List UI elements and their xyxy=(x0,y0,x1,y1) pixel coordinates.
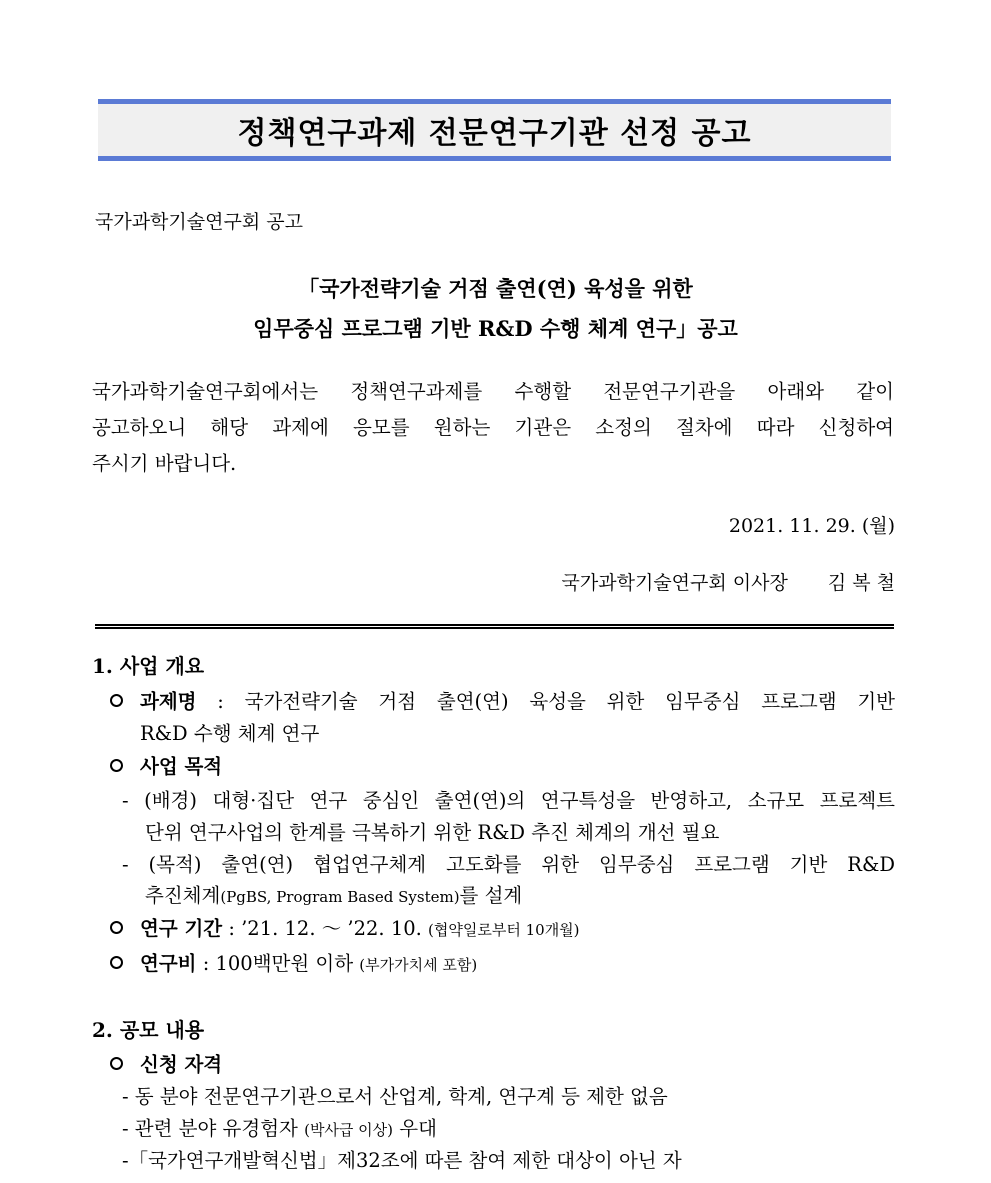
eligibility-item: - 동 분야 전문연구기관으로서 산업계, 학계, 연구계 등 제한 없음 xyxy=(122,1085,668,1108)
eligibility-item xyxy=(122,1113,437,1141)
period-note: (협약일로부터 10개월) xyxy=(428,921,580,939)
signatory xyxy=(95,568,895,595)
eligibility-label: 신청 자격 xyxy=(140,1053,223,1076)
title-banner xyxy=(98,99,891,161)
circle-bullet-icon xyxy=(110,759,123,772)
circle-bullet-icon xyxy=(110,1057,123,1070)
purpose-background-text: - (배경) 대형·집단 연구 중심인 출연(연)의 연구특성을 반영하고, 소규모 프로젝트 xyxy=(122,789,895,812)
pgbs-note: (PgBS, Program Based System) xyxy=(220,888,460,906)
eligibility-item: -「국가연구개발혁신법」제32조에 따른 참여 제한 대상이 아닌 자 xyxy=(122,1149,682,1172)
period-value: : ’21. 12. ～ ’22. 10. xyxy=(222,917,429,940)
task-name-item xyxy=(140,686,895,714)
purpose-label: 사업 목적 xyxy=(140,755,223,778)
task-separator: : xyxy=(196,690,245,713)
announcement-date: 2021. 11. 29. (월) xyxy=(728,515,895,537)
task-title-line1: 국가전략기술 거점 출연(연) 육성을 위한 임무중심 프로그램 기반 xyxy=(244,690,895,713)
budget-item xyxy=(140,948,477,976)
circle-bullet-icon xyxy=(110,694,123,707)
intro-line: 주시기 바랍니다. xyxy=(92,452,237,475)
intro-line: 공고하오니 해당 과제에 응모를 원하는 기관은 소정의 절차에 따라 신청하여 xyxy=(92,416,894,439)
purpose-goal-text: - (목적) 출연(연) 협업연구체계 고도화를 위한 임무중심 프로그램 기반 R&D xyxy=(122,853,895,876)
eligibility-note: (박사급 이상) xyxy=(304,1121,394,1139)
period-label: 연구 기간 xyxy=(140,917,223,940)
document-title: 정책연구과제 전문연구기관 선정 공고 xyxy=(237,116,752,151)
period-item xyxy=(140,913,580,941)
announcement-heading-line2: 임무중심 프로그램 기반 R&D 수행 체계 연구」공고 xyxy=(253,316,738,341)
purpose-background-line2: 단위 연구사업의 한계를 극복하기 위한 R&D 추진 체계의 개선 필요 xyxy=(145,821,720,844)
section2-heading: 2. 공모 내용 xyxy=(92,1018,205,1042)
intro-line: 국가과학기술연구회에서는 정책연구과제를 수행할 전문연구기관을 아래와 같이 xyxy=(92,380,894,403)
purpose-goal-text2: 추진체계 xyxy=(145,884,221,907)
double-divider xyxy=(95,624,894,629)
budget-note: (부가가치세 포함) xyxy=(359,956,478,974)
issuer-line: 국가과학기술연구회 공고 xyxy=(95,211,303,233)
eligibility-text: - 관련 분야 유경험자 xyxy=(122,1117,305,1140)
circle-bullet-icon xyxy=(110,921,123,934)
purpose-goal-line1 xyxy=(122,849,895,877)
announcement-heading-line1: 「국가전략기술 거점 출연(연) 육성을 위한 xyxy=(298,276,693,301)
purpose-goal-text3: 를 설계 xyxy=(459,884,523,907)
budget-value: : 100백만원 이하 xyxy=(196,952,360,975)
purpose-background-line1 xyxy=(122,785,895,813)
task-label: 과제명 xyxy=(140,690,197,713)
signatory-name: 김 복 철 xyxy=(827,572,895,594)
signatory-title: 국가과학기술연구회 이사장 xyxy=(561,572,788,594)
circle-bullet-icon xyxy=(110,956,123,969)
eligibility-text: 우대 xyxy=(393,1117,437,1140)
task-title-line2: R&D 수행 체계 연구 xyxy=(140,722,320,745)
budget-label: 연구비 xyxy=(140,952,197,975)
section1-heading: 1. 사업 개요 xyxy=(92,654,205,678)
intro-paragraph xyxy=(92,374,894,482)
purpose-goal-line2 xyxy=(145,880,522,908)
